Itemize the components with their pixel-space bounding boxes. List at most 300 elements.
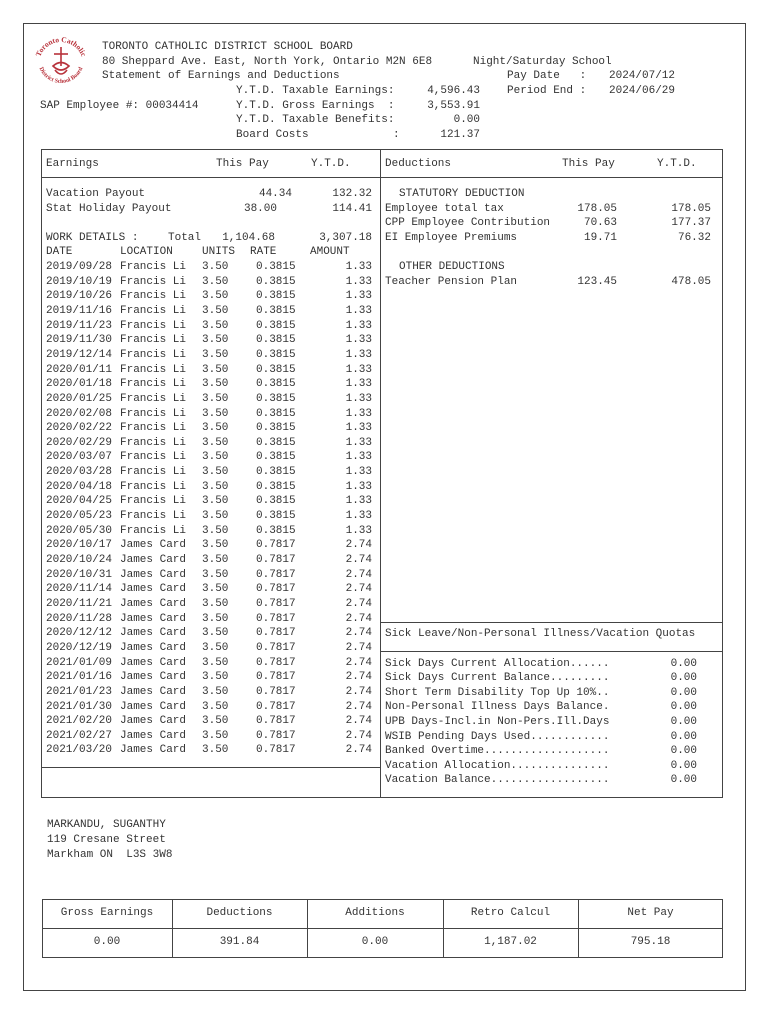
work-amount: 1.33	[345, 319, 372, 332]
work-units: 3.50	[202, 363, 229, 376]
sap-employee-number: SAP Employee #: 00034414	[40, 100, 199, 112]
work-detail-row	[0, 582, 380, 597]
work-detail-row	[0, 289, 380, 304]
earnings-bottom-divider	[41, 767, 380, 768]
work-date: 2019/09/28	[46, 261, 113, 273]
work-amount: 1.33	[345, 495, 372, 508]
work-date: 2020/12/19	[46, 641, 113, 654]
work-units: 3.50	[202, 729, 229, 742]
work-location: Francis Li	[120, 290, 187, 303]
work-rate: 0.3815	[256, 378, 296, 391]
work-location: Francis Li	[120, 524, 187, 537]
employee-street: 119 Cresane Street	[47, 834, 166, 846]
work-amount: 2.74	[345, 700, 372, 713]
work-location: James Card	[120, 700, 187, 713]
deduction-this-pay: 70.63	[583, 217, 617, 229]
work-rate: 0.3815	[256, 466, 296, 479]
board-logo	[30, 30, 92, 92]
period-end-value: 2024/06/29	[609, 85, 676, 97]
work-amount: 1.33	[345, 275, 372, 288]
work-units: 3.50	[202, 261, 229, 273]
work-rate: 0.7817	[256, 744, 296, 757]
work-date: 2020/11/28	[46, 612, 113, 625]
work-amount: 2.74	[345, 744, 372, 757]
work-amount: 1.33	[345, 392, 372, 405]
work-location: Francis Li	[120, 451, 187, 464]
work-date: 2020/01/25	[46, 392, 113, 405]
deduction-this-pay: 178.05	[577, 203, 617, 215]
work-date: 2021/02/27	[46, 729, 113, 742]
work-units: 3.50	[202, 597, 229, 610]
work-date: 2019/10/19	[46, 275, 113, 288]
work-rate: 0.7817	[256, 700, 296, 713]
work-rate: 0.3815	[256, 334, 296, 347]
work-rate: 0.3815	[256, 407, 296, 420]
ytd-gross-label: Y.T.D. Gross Earnings :	[236, 100, 395, 112]
work-location: Francis Li	[120, 378, 187, 391]
work-amount: 1.33	[345, 290, 372, 303]
work-units: 3.50	[202, 671, 229, 684]
earnings-this-pay-header: This Pay	[216, 158, 269, 170]
work-total-ytd: 3,307.18	[319, 232, 372, 244]
work-detail-row	[0, 377, 380, 392]
work-rate: 0.3815	[256, 290, 296, 303]
work-units: 3.50	[202, 304, 229, 317]
work-rate: 0.3815	[256, 480, 296, 493]
board-name: TORONTO CATHOLIC DISTRICT SCHOOL BOARD	[102, 41, 353, 53]
work-location: James Card	[120, 627, 187, 640]
summary-net-pay-value: 795.18	[630, 936, 671, 948]
summary-header-divider	[42, 928, 723, 929]
board-costs-colon: :	[393, 129, 400, 141]
work-date: 2020/04/25	[46, 495, 113, 508]
work-detail-row	[0, 641, 380, 656]
work-rate: 0.7817	[256, 627, 296, 640]
deduction-ytd: 76.32	[677, 232, 711, 244]
work-date: 2021/01/30	[46, 700, 113, 713]
work-detail-row	[0, 436, 380, 451]
deduction-this-pay: 123.45	[577, 276, 617, 288]
work-units: 3.50	[202, 334, 229, 347]
logo-bottom-text: District School Board	[37, 66, 85, 86]
work-units: 3.50	[202, 480, 229, 493]
work-rate: 0.3815	[256, 363, 296, 376]
employee-name: MARKANDU, SUGANTHY	[47, 819, 166, 831]
work-units: 3.50	[202, 510, 229, 523]
summary-retro-header: Retro Calcul	[470, 907, 551, 919]
work-detail-row	[0, 480, 380, 495]
work-units: 3.50	[202, 436, 229, 449]
earning-label: Vacation Payout	[46, 188, 146, 200]
work-amount: 2.74	[345, 729, 372, 742]
work-location: Francis Li	[120, 363, 187, 376]
work-date: 2019/11/30	[46, 334, 113, 347]
work-units: 3.50	[202, 422, 229, 435]
work-date: 2021/02/20	[46, 715, 113, 728]
earning-ytd: 132.32	[332, 188, 372, 200]
work-units: 3.50	[202, 583, 229, 596]
deduction-this-pay: 19.71	[583, 232, 617, 244]
quota-value: 0.00	[670, 745, 697, 757]
work-amount: 2.74	[345, 568, 372, 581]
work-date: 2021/03/20	[46, 744, 113, 757]
work-detail-row	[0, 729, 380, 744]
deduction-label: CPP Employee Contribution	[385, 217, 551, 229]
work-amount: 2.74	[345, 612, 372, 625]
work-rate: 0.3815	[256, 524, 296, 537]
work-date: 2021/01/09	[46, 656, 113, 669]
work-rate: 0.7817	[256, 715, 296, 728]
ytd-taxable-earnings-value: 4,596.43	[427, 85, 480, 97]
work-amount: 1.33	[345, 422, 372, 435]
ytd-benefits-label: Y.T.D. Taxable Benefits:	[236, 114, 395, 126]
work-amount: 2.74	[345, 554, 372, 566]
work-units: 3.50	[202, 656, 229, 669]
work-detail-row	[0, 275, 380, 290]
work-rate: 0.7817	[256, 583, 296, 596]
work-location: Francis Li	[120, 422, 187, 435]
work-date: 2020/11/21	[46, 597, 113, 610]
work-total-this-pay: 1,104.68	[222, 232, 275, 244]
work-detail-row	[0, 612, 380, 627]
work-units: 3.50	[202, 407, 229, 420]
work-detail-row	[0, 465, 380, 480]
work-location: James Card	[120, 612, 187, 625]
deduction-ytd: 478.05	[671, 276, 711, 288]
work-date: 2020/01/18	[46, 378, 113, 391]
work-detail-row	[0, 509, 380, 524]
work-units: 3.50	[202, 348, 229, 361]
work-units: 3.50	[202, 378, 229, 391]
deductions-ytd-header: Y.T.D.	[657, 158, 697, 170]
work-detail-row	[0, 333, 380, 348]
board-costs-label: Board Costs	[236, 129, 309, 141]
work-detail-row	[0, 670, 380, 685]
work-date: 2021/01/16	[46, 671, 113, 684]
work-amount: 1.33	[345, 304, 372, 317]
work-units-header: UNITS	[202, 246, 236, 258]
deduction-label: Employee total tax	[385, 203, 504, 215]
work-units: 3.50	[202, 495, 229, 508]
pay-date-value: 2024/07/12	[609, 70, 676, 82]
work-amount: 1.33	[345, 510, 372, 523]
work-location: Francis Li	[120, 275, 187, 288]
earnings-header: Earnings	[46, 158, 99, 170]
board-costs-value: 121.37	[440, 129, 480, 141]
work-date: 2020/10/31	[46, 568, 113, 581]
work-detail-row	[0, 304, 380, 319]
work-amount: 2.74	[345, 656, 372, 669]
work-amount: 2.74	[345, 583, 372, 596]
work-location: Francis Li	[120, 436, 187, 449]
work-amount: 1.33	[345, 363, 372, 376]
deduction-ytd: 177.37	[671, 217, 711, 229]
quota-label: Non-Personal Illness Days Balance.	[385, 701, 610, 713]
work-units: 3.50	[202, 715, 229, 728]
deductions-this-pay-header: This Pay	[562, 158, 615, 170]
work-rate: 0.7817	[256, 729, 296, 742]
work-date: 2020/05/23	[46, 510, 113, 523]
board-logo-graphic	[30, 30, 92, 92]
work-amount: 2.74	[345, 597, 372, 610]
work-location: Francis Li	[120, 304, 187, 317]
work-location: Francis Li	[120, 466, 187, 479]
svg-text:District School Board	[38, 66, 85, 85]
work-rate: 0.7817	[256, 612, 296, 625]
work-amount: 1.33	[345, 407, 372, 420]
quota-label: Vacation Balance..................	[385, 774, 610, 786]
work-date: 2020/11/14	[46, 583, 113, 596]
quotas-title: Sick Leave/Non-Personal Illness/Vacation Quotas	[385, 628, 696, 640]
statement-title: Statement of Earnings and Deductions	[102, 70, 340, 82]
pay-date-label: Pay Date :	[507, 70, 587, 82]
work-rate: 0.7817	[256, 568, 296, 581]
quota-label: Short Term Disability Top Up 10%..	[385, 687, 610, 699]
work-detail-row	[0, 685, 380, 700]
work-date: 2021/01/23	[46, 685, 113, 698]
board-address: 80 Sheppard Ave. East, North York, Ontario M2N 6E8	[102, 56, 433, 68]
work-detail-row	[0, 743, 380, 758]
work-detail-row	[0, 319, 380, 334]
quota-label: Sick Days Current Balance.........	[385, 672, 610, 684]
deductions-header: Deductions	[385, 158, 452, 170]
work-amount: 1.33	[345, 436, 372, 449]
work-units: 3.50	[202, 627, 229, 640]
work-location: James Card	[120, 729, 187, 742]
work-amount: 1.33	[345, 334, 372, 347]
work-location: James Card	[120, 597, 187, 610]
work-amount: 2.74	[345, 641, 372, 654]
summary-gross-header: Gross Earnings	[60, 907, 154, 919]
work-detail-row	[0, 348, 380, 363]
work-detail-row	[0, 553, 380, 568]
work-detail-row	[0, 538, 380, 553]
work-location: Francis Li	[120, 495, 187, 508]
work-detail-row	[0, 392, 380, 407]
quota-value: 0.00	[670, 687, 697, 699]
quotas-header-divider	[380, 651, 723, 652]
work-date: 2020/02/22	[46, 422, 113, 435]
work-date: 2020/10/17	[46, 539, 113, 552]
work-units: 3.50	[202, 524, 229, 537]
work-amount: 1.33	[345, 524, 372, 537]
work-units: 3.50	[202, 539, 229, 552]
quota-value: 0.00	[670, 716, 697, 728]
summary-net-pay-header: Net Pay	[627, 907, 674, 919]
work-amount: 2.74	[345, 685, 372, 698]
work-rate: 0.3815	[256, 304, 296, 317]
work-amount-header: AMOUNT	[310, 246, 350, 258]
work-amount: 1.33	[345, 451, 372, 464]
deduction-ytd: 178.05	[671, 203, 711, 215]
quota-label: WSIB Pending Days Used............	[385, 731, 610, 743]
quotas-top-divider	[380, 622, 723, 623]
work-detail-row	[0, 626, 380, 641]
work-units: 3.50	[202, 275, 229, 288]
employee-city: Markham ON L3S 3W8	[47, 849, 173, 861]
work-location: Francis Li	[120, 348, 187, 361]
work-units: 3.50	[202, 319, 229, 332]
work-date: 2020/02/08	[46, 407, 113, 420]
work-units: 3.50	[202, 744, 229, 757]
work-rate: 0.7817	[256, 641, 296, 654]
earnings-deductions-divider	[380, 149, 381, 798]
work-amount: 2.74	[345, 715, 372, 728]
work-detail-row	[0, 363, 380, 378]
work-details-table	[0, 260, 380, 760]
ytd-benefits-value: 0.00	[453, 114, 480, 126]
work-location: James Card	[120, 744, 187, 757]
work-amount: 1.33	[345, 480, 372, 493]
work-detail-row	[0, 714, 380, 729]
work-location: James Card	[120, 685, 187, 698]
work-rate: 0.3815	[256, 510, 296, 523]
work-location: James Card	[120, 539, 187, 552]
summary-retro-value: 1,187.02	[484, 936, 537, 948]
work-rate: 0.3815	[256, 495, 296, 508]
summary-additions-header: Additions	[345, 907, 405, 919]
quota-value: 0.00	[670, 731, 697, 743]
work-location: James Card	[120, 568, 187, 581]
deduction-label: EI Employee Premiums	[385, 232, 518, 244]
work-units: 3.50	[202, 466, 229, 479]
work-detail-row	[0, 656, 380, 671]
quota-label: UPB Days-Incl.in Non-Pers.Ill.Days	[385, 716, 610, 728]
ytd-taxable-earnings-label: Y.T.D. Taxable Earnings:	[236, 85, 395, 97]
work-units: 3.50	[202, 554, 229, 566]
cross-icon	[53, 47, 69, 74]
work-location: James Card	[120, 715, 187, 728]
work-rate: 0.3815	[256, 422, 296, 435]
column-header-divider	[41, 177, 723, 178]
work-rate: 0.7817	[256, 554, 296, 566]
work-rate: 0.3815	[256, 348, 296, 361]
work-rate: 0.7817	[256, 539, 296, 552]
quota-label: Sick Days Current Allocation......	[385, 658, 610, 670]
statutory-deduction-label: STATUTORY DEDUCTION	[399, 188, 525, 200]
work-rate: 0.7817	[256, 685, 296, 698]
quota-value: 0.00	[670, 760, 697, 772]
period-end-label: Period End :	[507, 85, 587, 97]
work-rate-header: RATE	[250, 246, 277, 258]
work-date: 2020/12/12	[46, 627, 113, 640]
work-detail-row	[0, 421, 380, 436]
work-detail-row	[0, 494, 380, 509]
work-rate: 0.3815	[256, 261, 296, 273]
quota-value: 0.00	[670, 658, 697, 670]
work-location: James Card	[120, 656, 187, 669]
work-amount: 1.33	[345, 378, 372, 391]
work-units: 3.50	[202, 568, 229, 581]
work-date: 2020/10/24	[46, 554, 113, 566]
work-amount: 1.33	[345, 466, 372, 479]
work-date: 2019/10/26	[46, 290, 113, 303]
summary-additions-value: 0.00	[361, 936, 389, 948]
work-date: 2020/01/11	[46, 363, 113, 376]
work-amount: 2.74	[345, 627, 372, 640]
summary-deductions-header: Deductions	[206, 907, 273, 919]
work-location: James Card	[120, 554, 187, 566]
earning-this-pay: 44.34	[258, 188, 292, 200]
work-date-header: DATE	[46, 246, 73, 258]
work-amount: 1.33	[345, 261, 372, 273]
work-location: Francis Li	[120, 480, 187, 493]
work-details-label: WORK DETAILS :	[46, 232, 139, 244]
work-date: 2020/03/28	[46, 466, 113, 479]
work-detail-row	[0, 407, 380, 422]
quota-value: 0.00	[670, 774, 697, 786]
work-units: 3.50	[202, 290, 229, 303]
quota-value: 0.00	[670, 701, 697, 713]
work-location: Francis Li	[120, 319, 187, 332]
work-date: 2020/05/30	[46, 524, 113, 537]
earning-ytd: 114.41	[332, 203, 372, 215]
other-deductions-label: OTHER DEDUCTIONS	[399, 261, 505, 273]
work-amount: 2.74	[345, 671, 372, 684]
earning-label: Stat Holiday Payout	[46, 203, 172, 215]
work-rate: 0.7817	[256, 671, 296, 684]
quota-label: Banked Overtime...................	[385, 745, 610, 757]
work-date: 2019/11/23	[46, 319, 113, 332]
work-date: 2019/12/14	[46, 348, 113, 361]
ytd-gross-value: 3,553.91	[427, 100, 480, 112]
quota-value: 0.00	[670, 672, 697, 684]
work-units: 3.50	[202, 392, 229, 405]
summary-gross-value: 0.00	[93, 936, 121, 948]
quota-label: Vacation Allocation...............	[385, 760, 610, 772]
work-detail-row	[0, 700, 380, 715]
work-detail-row	[0, 568, 380, 583]
work-location: Francis Li	[120, 261, 187, 273]
work-units: 3.50	[202, 685, 229, 698]
work-units: 3.50	[202, 612, 229, 625]
earning-this-pay: 38.00	[243, 203, 277, 215]
summary-deductions-value: 391.84	[219, 936, 260, 948]
work-location: Francis Li	[120, 510, 187, 523]
work-rate: 0.3815	[256, 319, 296, 332]
work-location-header: LOCATION	[120, 246, 173, 258]
work-rate: 0.3815	[256, 451, 296, 464]
work-location: Francis Li	[120, 392, 187, 405]
logo-top-text: Toronto Catholic	[33, 34, 89, 58]
work-units: 3.50	[202, 451, 229, 464]
work-amount: 1.33	[345, 348, 372, 361]
work-detail-row	[0, 524, 380, 539]
work-detail-row	[0, 450, 380, 465]
work-total-label: Total	[168, 232, 202, 244]
work-location: Francis Li	[120, 334, 187, 347]
earnings-ytd-header: Y.T.D.	[311, 158, 351, 170]
work-rate: 0.3815	[256, 275, 296, 288]
work-location: James Card	[120, 583, 187, 596]
work-rate: 0.7817	[256, 597, 296, 610]
work-detail-row	[0, 597, 380, 612]
work-rate: 0.3815	[256, 392, 296, 405]
work-rate: 0.7817	[256, 656, 296, 669]
work-location: James Card	[120, 671, 187, 684]
deduction-label: Teacher Pension Plan	[385, 276, 518, 288]
work-date: 2020/03/07	[46, 451, 113, 464]
work-date: 2020/04/18	[46, 480, 113, 493]
work-location: Francis Li	[120, 407, 187, 420]
school-name: Night/Saturday School	[473, 56, 612, 68]
work-amount: 2.74	[345, 539, 372, 552]
work-detail-row	[0, 260, 380, 275]
work-date: 2019/11/16	[46, 304, 113, 317]
work-units: 3.50	[202, 700, 229, 713]
work-date: 2020/02/29	[46, 436, 113, 449]
work-units: 3.50	[202, 641, 229, 654]
